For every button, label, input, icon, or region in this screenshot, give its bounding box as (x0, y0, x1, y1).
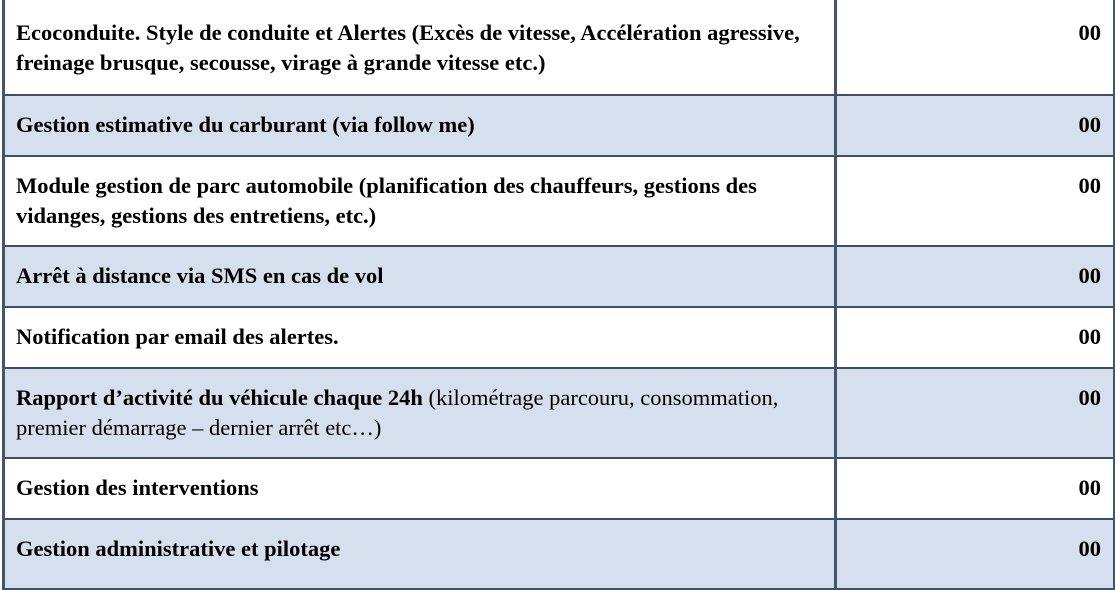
feature-cell (4, 519, 836, 589)
value-cell (836, 519, 1115, 589)
table-row (4, 519, 1115, 589)
feature-cell (4, 246, 836, 307)
feature-label: Notification par email des alertes. (16, 324, 339, 349)
table-row (4, 95, 1115, 156)
feature-value: 00 (1078, 20, 1101, 45)
feature-label: Gestion administrative et pilotage (16, 536, 341, 561)
table-row (4, 246, 1115, 307)
feature-value: 00 (1078, 324, 1101, 349)
value-cell (836, 246, 1115, 307)
feature-label: Arrêt à distance via SMS en cas de vol (16, 263, 384, 288)
features-table (2, 0, 1115, 590)
feature-label: Rapport d’activité du véhicule chaque 24h (16, 385, 423, 410)
feature-detail: (kilométrage parcouru, consommation, premier démarrage – dernier arrêt etc…) (16, 385, 779, 440)
value-cell (836, 368, 1115, 458)
table-row (4, 156, 1115, 246)
value-cell (836, 458, 1115, 519)
feature-value: 00 (1078, 536, 1101, 561)
table-row (4, 0, 1115, 95)
value-cell (836, 95, 1115, 156)
feature-label: Ecoconduite. Style de conduite et Alertes (Excès de vitesse, Accélération agressive, freinage brusque, secousse, virage à grande vitesse etc.) (16, 20, 800, 75)
value-cell (836, 156, 1115, 246)
feature-value: 00 (1078, 263, 1101, 288)
feature-value: 00 (1078, 385, 1101, 410)
table-row (4, 458, 1115, 519)
feature-value: 00 (1078, 112, 1101, 137)
feature-value: 00 (1078, 173, 1101, 198)
value-cell (836, 307, 1115, 368)
feature-label: Gestion estimative du carburant (via follow me) (16, 112, 475, 137)
feature-cell (4, 458, 836, 519)
feature-cell (4, 368, 836, 458)
feature-cell (4, 156, 836, 246)
feature-label: Module gestion de parc automobile (planification des chauffeurs, gestions des vidanges, gestions des entretiens, etc.) (16, 173, 757, 228)
value-cell (836, 0, 1115, 95)
feature-cell (4, 307, 836, 368)
feature-label: Gestion des interventions (16, 475, 259, 500)
feature-value: 00 (1078, 475, 1101, 500)
table-row (4, 368, 1115, 458)
feature-cell (4, 95, 836, 156)
feature-cell (4, 0, 836, 95)
table-row (4, 307, 1115, 368)
